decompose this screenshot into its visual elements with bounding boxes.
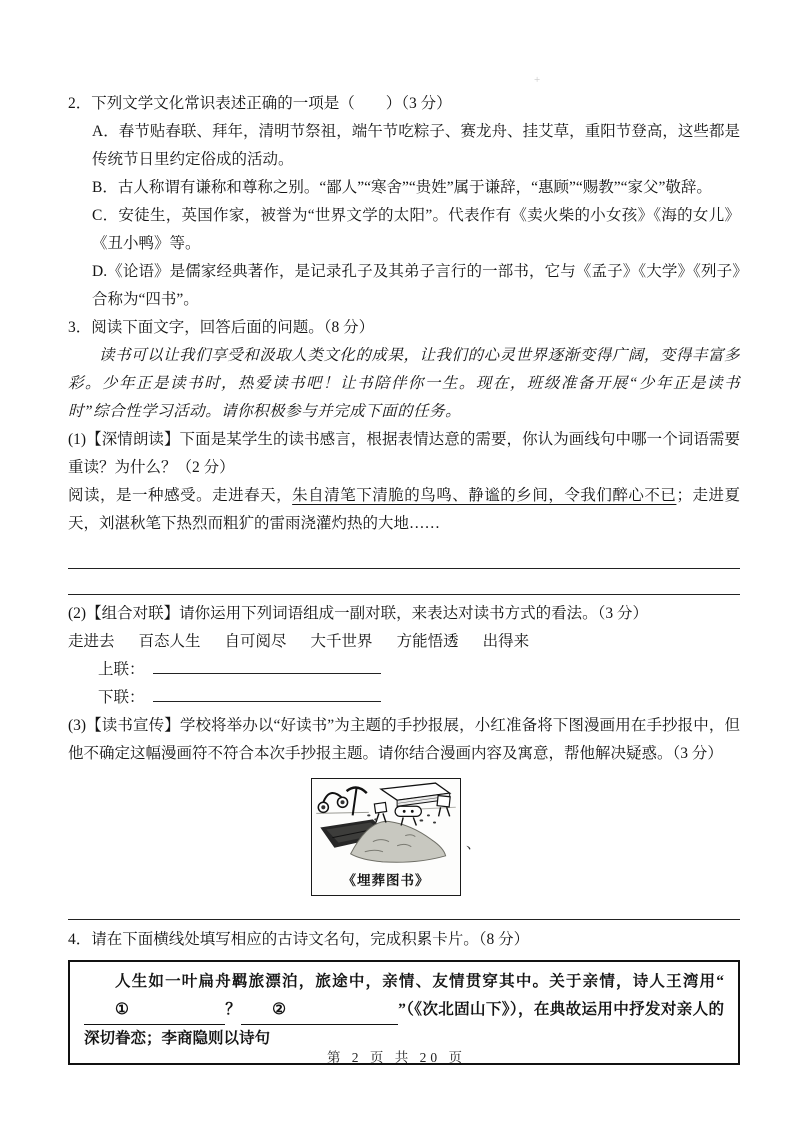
question-3-part1-stem: (1)【深情朗读】下面是某学生的读书感言，根据表情达意的需要，你认为画线句中哪一个词语需要重读？为什么？（2 分） [68, 431, 740, 476]
word-bank-item: 出得来 [482, 633, 530, 650]
question-3-part2-stem: (2)【组合对联】请你运用下列词语组成一副对联，来表达对读书方式的看法。（3 分） [68, 605, 648, 622]
card-line1-suffix: ？ [224, 1001, 242, 1018]
burying-books-cartoon-graphic [312, 779, 460, 872]
question-2-option-c: C．安徒生，英国作家，被誉为“世界文学的太阳”。代表作有《卖火柴的小女孩》《海的女儿》《丑小鸭》等。 [92, 207, 740, 252]
question-3-intro-paragraph: 读书可以让我们享受和汲取人类文化的成果，让我们的心灵世界逐渐变得广阔，变得丰富多彩。少年正是读书时，热爱读书吧！让书陪伴你一生。现在，班级准备开展“少年正是读书时”综合性学习活动。请你积极参与并完成下面的任务。 [68, 347, 740, 420]
question-2-stem: 2．下列文学文化常识表述正确的一项是（ ）（3 分） [68, 95, 452, 112]
word-bank-item: 百态人生 [138, 633, 201, 650]
question-2-option-b: B．古人称谓有谦称和尊称之别。“鄙人”“寒舍”“贵姓”属于谦辞，“惠顾”“赐教”“家父”敬辞。 [92, 179, 712, 196]
circled-number-1: ① [115, 1001, 129, 1018]
cartoon-caption: 《埋葬图书》 [342, 873, 430, 888]
card-blank-1 [84, 996, 225, 1025]
lower-couplet-blank [153, 686, 381, 703]
question-3-part3-stem: (3)【读书宣传】学校将举办以“好读书”为主题的手抄报展，小红准备将下图漫画用在手抄报中，但他不确定这幅漫画符不符合本次手抄报主题。请你结合漫画内容及寓意，帮他解决疑惑。（3 分） [68, 717, 740, 762]
scan-artifact-mark: + [534, 74, 541, 86]
passage-underlined-segment: 朱自清笔下清脆的鸟鸣、静谧的乡间，令我们醉心不已 [292, 487, 677, 504]
word-bank-item: 自可阅尽 [224, 633, 287, 650]
upper-couplet-row [98, 656, 740, 684]
question-3-stem: 3．阅读下面文字，回答后面的问题。（8 分） [68, 319, 375, 336]
circled-number-2: ② [272, 1001, 287, 1018]
question-2-option-d: D.《论语》是儒家经典著作，是记录孔子及其弟子言行的一部书，它与《孟子》《大学》《列子》合称为“四书”。 [92, 263, 740, 308]
cartoon-area [311, 778, 482, 896]
card-line1-prefix: 人生如一叶扁舟羁旅漂泊，旅途中，亲情、友情贯穿其中。关于亲情，诗人王湾用“ [115, 973, 724, 990]
question-3-part1-passage [68, 482, 740, 538]
stray-punctuation-mark: 、 [466, 836, 482, 852]
passage-suffix: ；走进夏天，刘湛秋笔下热烈而粗犷的雷雨浇灌灼热的大地…… [68, 487, 740, 532]
answer-line-2 [68, 569, 740, 595]
word-bank-item: 大千世界 [310, 633, 373, 650]
question-2-options [92, 118, 740, 314]
lower-couplet-label: 下联： [98, 689, 145, 706]
lower-couplet-row [98, 684, 740, 712]
page-content [68, 90, 740, 1065]
couplet-word-bank [68, 628, 740, 656]
card-blank-2 [241, 996, 398, 1025]
upper-couplet-blank [153, 658, 381, 675]
question-2-option-a: A．春节贴春联、拜年，清明节祭祖，端午节吃粽子、赛龙舟、挂艾草，重阳节登高，这些都是传统节日里约定俗成的活动。 [92, 123, 740, 168]
page-footer: 第 2 页 共 20 页 [326, 1050, 467, 1065]
upper-couplet-label: 上联： [98, 661, 145, 678]
answer-line-3 [68, 896, 740, 920]
passage-prefix: 阅读，是一种感受。走进春天， [68, 487, 293, 504]
card-text-line [84, 968, 724, 1053]
word-bank-item: 走进去 [68, 633, 115, 650]
answer-line-1 [68, 543, 740, 569]
card-line2-suffix: ”（《次北固山下》），在典故运用中抒发对亲人的深切眷恋；李商隐则以诗句 [84, 1001, 724, 1047]
word-bank-item: 方能悟透 [396, 633, 459, 650]
burying-books-cartoon [311, 778, 461, 896]
question-4-stem: 4．请在下面横线处填写相应的古诗文名句，完成积累卡片。（8 分） [68, 931, 530, 948]
